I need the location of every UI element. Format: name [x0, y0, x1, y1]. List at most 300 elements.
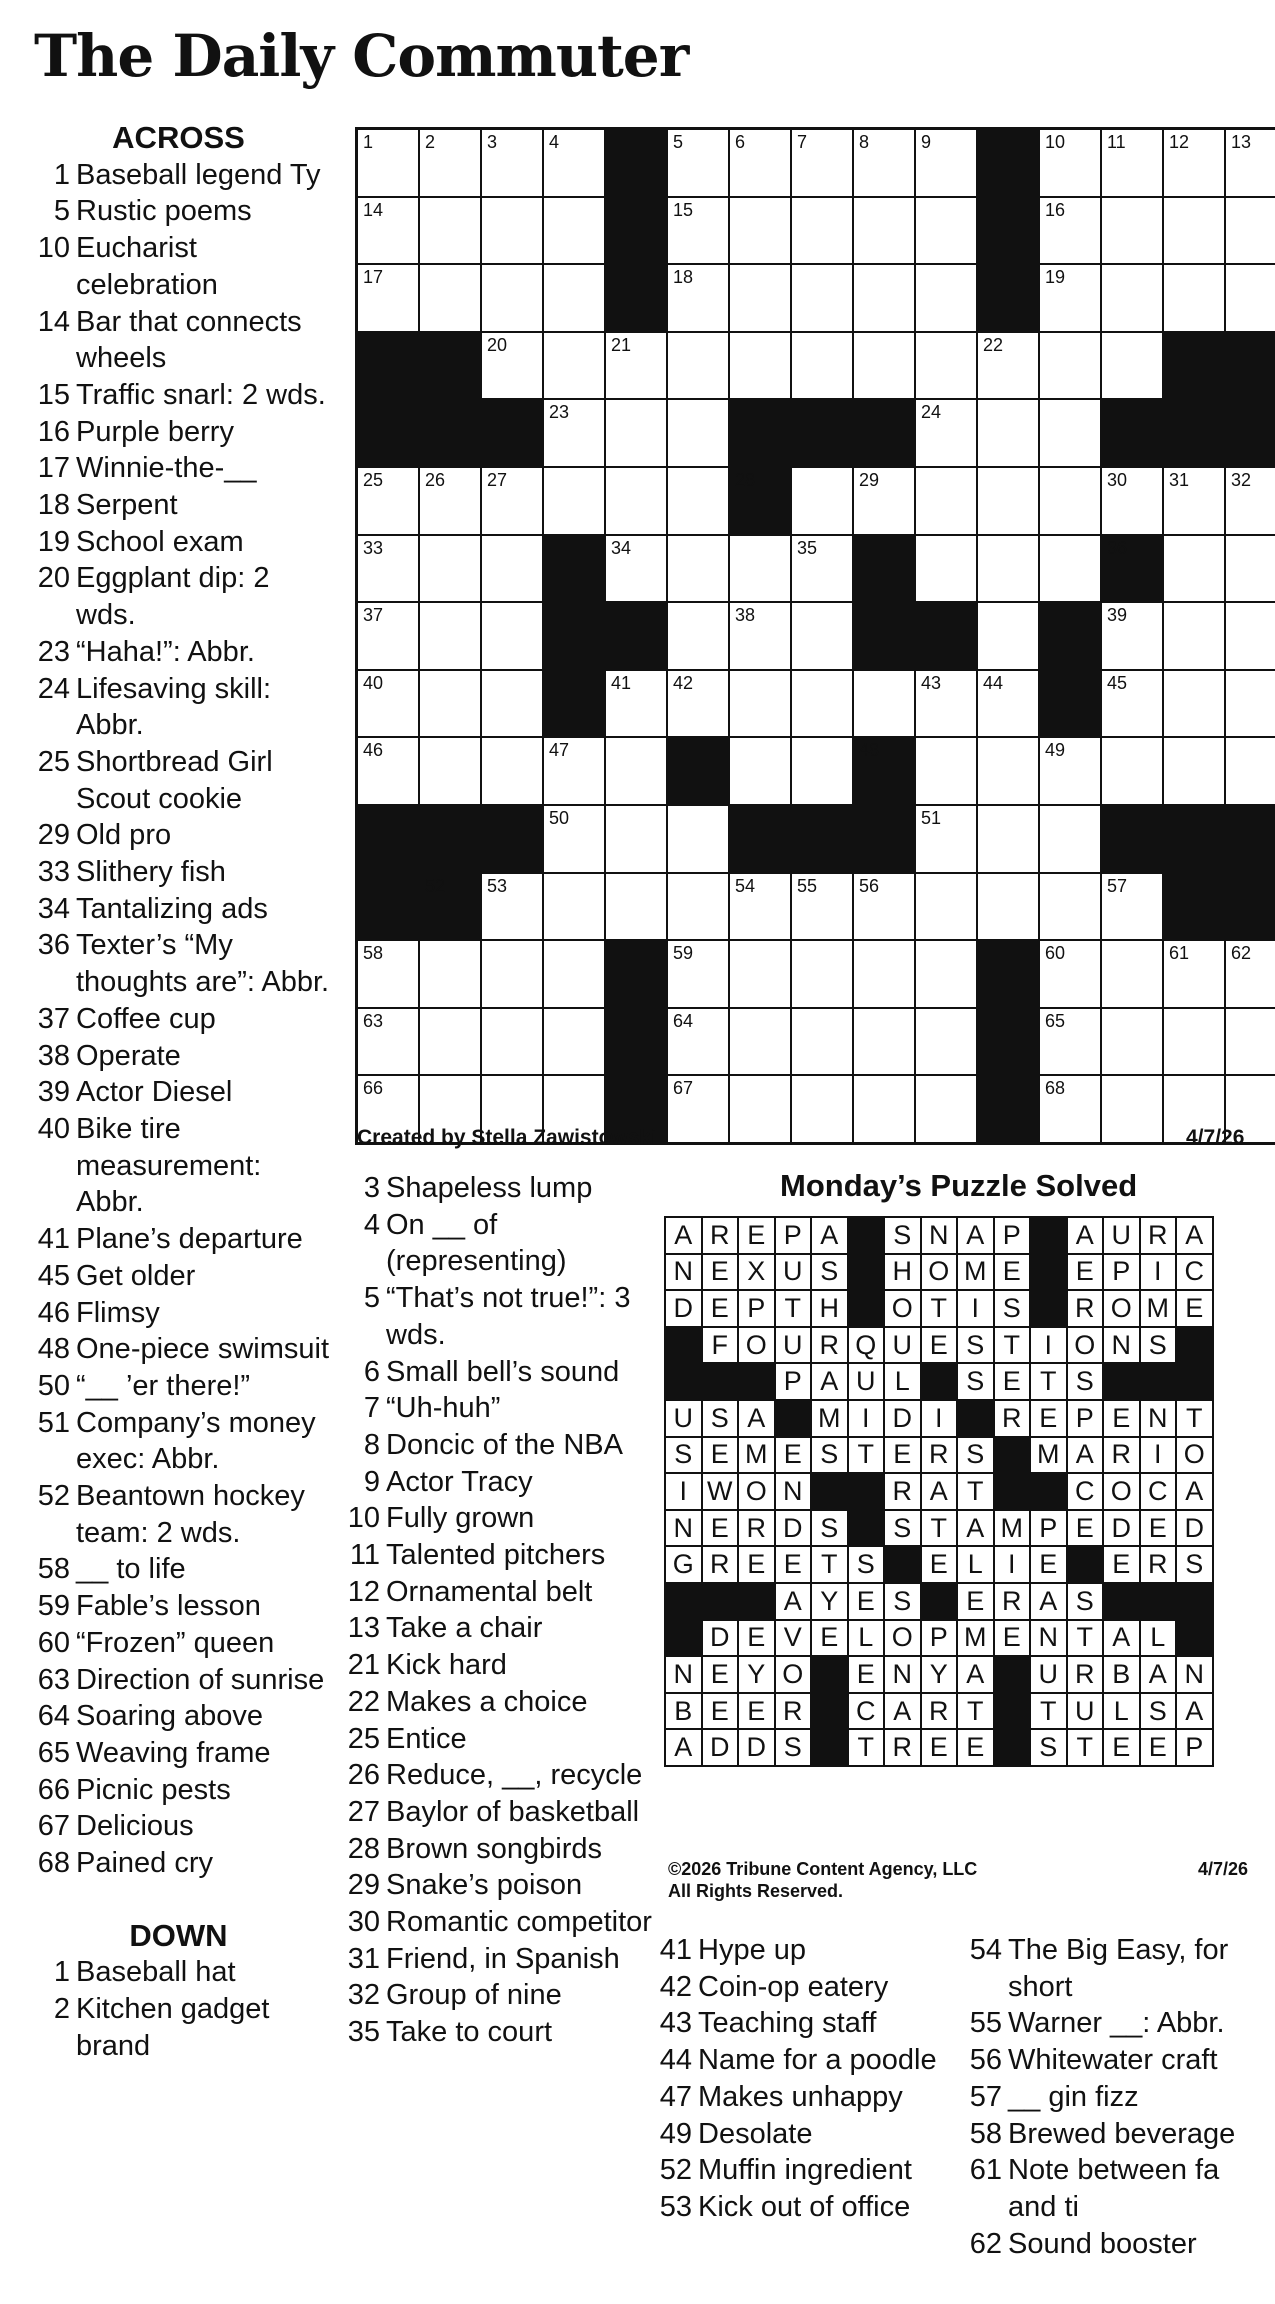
clue-number: 19 [37, 525, 70, 558]
solution-cell: S [1068, 1364, 1103, 1399]
grid-cell[interactable] [1164, 468, 1224, 534]
solution-cell: B [1104, 1657, 1139, 1692]
grid-block [420, 333, 480, 399]
clue-number: 58 [37, 1553, 70, 1586]
solution-cell: T [958, 1694, 993, 1729]
grid-cell[interactable] [792, 1076, 852, 1142]
grid-cell[interactable] [668, 941, 728, 1007]
grid-cell[interactable] [1164, 671, 1224, 737]
grid-cell[interactable] [668, 333, 728, 399]
clue-number: 1 [53, 1956, 70, 1989]
grid-cell[interactable] [854, 1009, 914, 1075]
grid-cell[interactable] [1164, 603, 1224, 669]
grid-cell[interactable] [916, 536, 976, 602]
grid-cell[interactable] [916, 806, 976, 872]
grid-cell[interactable] [420, 130, 480, 196]
clue-text: Flimsy [76, 1296, 160, 1329]
clue-item [26, 304, 331, 377]
grid-cell[interactable] [668, 603, 728, 669]
solution-block [812, 1694, 847, 1729]
grid-cell[interactable] [420, 1009, 480, 1075]
grid-cell[interactable] [1102, 130, 1162, 196]
solution-cell: P [776, 1364, 811, 1399]
clue-item [648, 2005, 948, 2042]
grid-cell[interactable] [606, 671, 666, 737]
solution-cell: E [1104, 1730, 1139, 1765]
grid-cell[interactable] [1040, 874, 1100, 940]
clue-number: 50 [37, 1369, 70, 1402]
clue-text: One-piece swimsuit [76, 1333, 330, 1366]
solution-block [1104, 1364, 1139, 1399]
solution-block [1177, 1584, 1212, 1619]
clue-text: Name for a poodle [698, 2044, 937, 2077]
grid-cell[interactable] [978, 603, 1038, 669]
grid-block [358, 400, 418, 466]
clue-text: “Haha!”: Abbr. [76, 635, 255, 668]
clue-text: Eucharist celebration [76, 232, 218, 301]
grid-cell[interactable] [916, 265, 976, 331]
grid-cell[interactable] [1102, 1076, 1162, 1142]
grid-cell[interactable] [730, 1009, 790, 1075]
solution-cell: T [922, 1511, 957, 1546]
grid-cell[interactable] [606, 874, 666, 940]
grid-cell[interactable] [916, 671, 976, 737]
solution-block [666, 1328, 701, 1363]
grid-cell[interactable] [420, 198, 480, 264]
grid-cell[interactable] [544, 333, 604, 399]
grid-cell[interactable] [916, 333, 976, 399]
grid-cell[interactable] [1102, 738, 1162, 804]
solution-block [995, 1438, 1030, 1473]
solution-cell: E [849, 1657, 884, 1692]
cell-number: 2 [425, 132, 436, 152]
clue-item [26, 1954, 331, 1991]
clue-text: Baseball legend Ty [76, 158, 321, 191]
grid-block [1102, 536, 1162, 602]
grid-cell[interactable] [482, 130, 542, 196]
grid-cell[interactable] [358, 603, 418, 669]
grid-cell[interactable] [544, 874, 604, 940]
solution-cell: A [666, 1218, 701, 1253]
grid-cell[interactable] [482, 265, 542, 331]
grid-cell[interactable] [420, 941, 480, 1007]
grid-cell[interactable] [730, 333, 790, 399]
grid-cell[interactable] [1040, 536, 1100, 602]
solution-cell: E [1177, 1291, 1212, 1326]
grid-cell[interactable] [854, 1076, 914, 1142]
grid-cell[interactable] [1102, 468, 1162, 534]
grid-cell[interactable] [482, 874, 542, 940]
solution-cell: E [885, 1438, 920, 1473]
grid-cell[interactable] [1102, 874, 1162, 940]
clue-text: Slithery fish [76, 856, 226, 889]
crossword-grid[interactable] [355, 127, 1275, 1145]
grid-cell[interactable] [544, 400, 604, 466]
solution-cell: E [703, 1657, 738, 1692]
grid-cell[interactable] [606, 536, 666, 602]
clue-text: Texter’s “My thoughts are”: Abbr. [76, 929, 330, 999]
grid-cell[interactable] [792, 738, 852, 804]
grid-cell[interactable] [1226, 198, 1275, 264]
grid-cell[interactable] [606, 806, 666, 872]
solution-cell: D [666, 1291, 701, 1326]
grid-cell[interactable] [854, 130, 914, 196]
clue-item [336, 1794, 656, 1831]
clue-text: Muffin ingredient [698, 2154, 912, 2187]
grid-cell[interactable] [358, 468, 418, 534]
solution-cell: E [1104, 1547, 1139, 1582]
clue-number: 46 [37, 1296, 70, 1329]
grid-cell[interactable] [1040, 468, 1100, 534]
solution-cell: E [1141, 1511, 1176, 1546]
grid-cell[interactable] [482, 1009, 542, 1075]
grid-cell[interactable] [730, 198, 790, 264]
grid-cell[interactable] [358, 1009, 418, 1075]
grid-cell[interactable] [668, 536, 728, 602]
grid-cell[interactable] [668, 1076, 728, 1142]
grid-cell[interactable] [1040, 400, 1100, 466]
grid-cell[interactable] [1226, 468, 1275, 534]
cell-number: 48 [859, 740, 880, 761]
clue-number: 29 [37, 819, 70, 852]
grid-cell[interactable] [792, 941, 852, 1007]
cell-number: 61 [1169, 943, 1190, 964]
solution-block [995, 1474, 1030, 1509]
solution-cell: Y [739, 1657, 774, 1692]
solution-cell: Y [812, 1584, 847, 1619]
grid-cell[interactable] [978, 671, 1038, 737]
cell-number: 10 [1045, 132, 1066, 152]
grid-cell[interactable] [544, 198, 604, 264]
grid-cell[interactable] [978, 333, 1038, 399]
grid-cell[interactable] [668, 130, 728, 196]
grid-block [854, 603, 914, 669]
clue-text: Company’s money exec: Abbr. [76, 1406, 316, 1476]
grid-cell[interactable] [544, 265, 604, 331]
solution-cell: R [739, 1511, 774, 1546]
solution-cell: A [1104, 1621, 1139, 1656]
grid-cell[interactable] [978, 400, 1038, 466]
grid-cell[interactable] [668, 874, 728, 940]
clue-text: Friend, in Spanish [386, 1942, 620, 1975]
grid-cell[interactable] [482, 536, 542, 602]
grid-cell[interactable] [358, 265, 418, 331]
solution-cell: E [922, 1547, 957, 1582]
clue-number: 52 [37, 1480, 70, 1513]
grid-cell[interactable] [978, 738, 1038, 804]
grid-cell[interactable] [420, 671, 480, 737]
grid-cell[interactable] [730, 130, 790, 196]
grid-cell[interactable] [1226, 536, 1275, 602]
clue-text: Baylor of basketball [386, 1795, 640, 1828]
grid-cell[interactable] [1164, 130, 1224, 196]
grid-cell[interactable] [730, 536, 790, 602]
grid-cell[interactable] [544, 738, 604, 804]
grid-cell[interactable] [668, 468, 728, 534]
grid-cell[interactable] [1226, 603, 1275, 669]
solution-cell: R [995, 1401, 1030, 1436]
grid-cell[interactable] [544, 130, 604, 196]
cell-number: 49 [1045, 740, 1066, 761]
clue-number: 15 [37, 378, 70, 411]
clue-number: 43 [659, 2007, 692, 2040]
solution-cell: A [958, 1511, 993, 1546]
grid-cell[interactable] [668, 1009, 728, 1075]
clue-text: Ornamental belt [386, 1575, 593, 1608]
cell-number: 33 [363, 537, 384, 558]
across-header: ACROSS [112, 120, 245, 155]
clue-text: Small bell’s sound [386, 1355, 620, 1388]
grid-cell[interactable] [854, 874, 914, 940]
grid-cell[interactable] [792, 130, 852, 196]
grid-cell[interactable] [1102, 333, 1162, 399]
grid-cell[interactable] [1040, 1076, 1100, 1142]
clue-item [336, 1354, 656, 1391]
solution-cell: O [1104, 1291, 1139, 1326]
grid-cell[interactable] [792, 536, 852, 602]
grid-cell[interactable] [978, 806, 1038, 872]
grid-cell[interactable] [1164, 265, 1224, 331]
grid-cell[interactable] [1226, 941, 1275, 1007]
solution-block [812, 1657, 847, 1692]
grid-cell[interactable] [792, 1009, 852, 1075]
grid-cell[interactable] [916, 738, 976, 804]
grid-cell[interactable] [1164, 198, 1224, 264]
grid-cell[interactable] [1164, 536, 1224, 602]
grid-cell[interactable] [1164, 941, 1224, 1007]
grid-cell[interactable] [420, 468, 480, 534]
grid-cell[interactable] [482, 603, 542, 669]
grid-cell[interactable] [1040, 198, 1100, 264]
grid-cell[interactable] [358, 536, 418, 602]
solution-cell: P [776, 1218, 811, 1253]
solution-cell: E [1141, 1730, 1176, 1765]
grid-block [730, 806, 790, 872]
grid-cell[interactable] [420, 738, 480, 804]
grid-cell[interactable] [730, 603, 790, 669]
grid-cell[interactable] [1102, 1009, 1162, 1075]
grid-cell[interactable] [1040, 738, 1100, 804]
clue-text: Bar that connects wheels [76, 305, 302, 375]
clue-text: Sound booster [1008, 2227, 1197, 2260]
grid-cell[interactable] [482, 941, 542, 1007]
solution-cell: P [995, 1218, 1030, 1253]
solution-cell: D [703, 1730, 738, 1765]
grid-cell[interactable] [916, 874, 976, 940]
grid-cell[interactable] [1040, 1009, 1100, 1075]
grid-cell[interactable] [854, 941, 914, 1007]
grid-cell[interactable] [730, 941, 790, 1007]
grid-cell[interactable] [420, 603, 480, 669]
solution-cell: I [666, 1474, 701, 1509]
grid-cell[interactable] [792, 603, 852, 669]
grid-cell[interactable] [606, 468, 666, 534]
grid-cell[interactable] [606, 400, 666, 466]
grid-cell[interactable] [1226, 265, 1275, 331]
grid-cell[interactable] [606, 738, 666, 804]
grid-block [544, 603, 604, 669]
grid-cell[interactable] [482, 738, 542, 804]
grid-cell[interactable] [1040, 333, 1100, 399]
clue-text: Warner __: Abbr. [1008, 2007, 1225, 2040]
grid-cell[interactable] [544, 941, 604, 1007]
solution-cell: S [1031, 1730, 1066, 1765]
grid-cell[interactable] [854, 468, 914, 534]
grid-cell[interactable] [916, 941, 976, 1007]
grid-cell[interactable] [916, 1076, 976, 1142]
grid-cell[interactable] [854, 198, 914, 264]
grid-cell[interactable] [854, 671, 914, 737]
grid-cell[interactable] [730, 738, 790, 804]
grid-cell[interactable] [916, 198, 976, 264]
grid-cell[interactable] [854, 333, 914, 399]
grid-cell[interactable] [916, 468, 976, 534]
grid-cell[interactable] [668, 400, 728, 466]
grid-cell[interactable] [358, 941, 418, 1007]
clue-text: Winnie-the-__ [76, 452, 257, 485]
solution-cell: L [885, 1364, 920, 1399]
clue-number: 24 [37, 672, 70, 705]
clue-number: 68 [37, 1847, 70, 1880]
solution-cell: A [1031, 1584, 1066, 1619]
clue-text: The Big Easy, for short [1008, 1934, 1229, 2003]
grid-cell[interactable] [482, 198, 542, 264]
grid-cell[interactable] [792, 671, 852, 737]
grid-cell[interactable] [792, 265, 852, 331]
grid-cell[interactable] [978, 468, 1038, 534]
grid-cell[interactable] [1040, 130, 1100, 196]
grid-cell[interactable] [482, 333, 542, 399]
grid-cell[interactable] [606, 333, 666, 399]
clue-number: 52 [659, 2154, 692, 2187]
solution-cell: D [703, 1621, 738, 1656]
solution-cell: I [1141, 1255, 1176, 1290]
grid-cell[interactable] [1040, 265, 1100, 331]
solution-cell: A [1068, 1218, 1103, 1253]
grid-cell[interactable] [1102, 198, 1162, 264]
solution-cell: L [1104, 1694, 1139, 1729]
grid-cell[interactable] [544, 1009, 604, 1075]
solution-cell: T [1177, 1401, 1212, 1436]
clue-text: Get older [76, 1259, 196, 1292]
grid-cell[interactable] [792, 198, 852, 264]
solution-cell: E [776, 1438, 811, 1473]
clue-item [336, 1610, 656, 1647]
grid-cell[interactable] [358, 130, 418, 196]
grid-cell[interactable] [420, 536, 480, 602]
grid-cell[interactable] [1164, 738, 1224, 804]
grid-cell[interactable] [854, 265, 914, 331]
grid-cell[interactable] [668, 265, 728, 331]
clue-number: 63 [37, 1663, 70, 1696]
grid-cell[interactable] [792, 468, 852, 534]
grid-cell[interactable] [730, 1076, 790, 1142]
solution-cell: S [849, 1547, 884, 1582]
clue-item [26, 487, 331, 524]
grid-cell[interactable] [1040, 941, 1100, 1007]
clue-item [336, 1867, 656, 1904]
clue-text: “That’s not true!”: 3 wds. [386, 1282, 631, 1351]
grid-cell[interactable] [668, 198, 728, 264]
grid-cell[interactable] [1226, 130, 1275, 196]
grid-cell[interactable] [482, 671, 542, 737]
solution-cell: L [849, 1621, 884, 1656]
grid-cell[interactable] [792, 333, 852, 399]
grid-cell[interactable] [1226, 738, 1275, 804]
grid-cell[interactable] [916, 1009, 976, 1075]
clue-text: Picnic pests [76, 1773, 231, 1806]
solution-block [995, 1694, 1030, 1729]
clue-text: Take to court [386, 2016, 553, 2049]
grid-cell[interactable] [668, 806, 728, 872]
clue-text: Kick hard [386, 1649, 507, 1682]
solution-cell: P [1177, 1730, 1212, 1765]
grid-cell[interactable] [1040, 806, 1100, 872]
clue-text: Brown songbirds [386, 1832, 602, 1865]
grid-cell[interactable] [1102, 265, 1162, 331]
cell-number: 66 [363, 1078, 384, 1099]
grid-cell[interactable] [358, 738, 418, 804]
solution-cell: N [666, 1657, 701, 1692]
solution-cell: M [1141, 1291, 1176, 1326]
solution-cell: V [776, 1621, 811, 1656]
grid-cell[interactable] [1102, 941, 1162, 1007]
solution-block [1031, 1291, 1066, 1326]
solution-cell: R [1141, 1547, 1176, 1582]
grid-cell[interactable] [668, 671, 728, 737]
solution-cell: A [1141, 1657, 1176, 1692]
grid-cell[interactable] [482, 468, 542, 534]
grid-cell[interactable] [1226, 671, 1275, 737]
cell-number: 14 [363, 199, 384, 220]
cell-number: 45 [1107, 672, 1128, 693]
grid-cell[interactable] [730, 265, 790, 331]
grid-cell[interactable] [544, 806, 604, 872]
grid-cell[interactable] [978, 536, 1038, 602]
solution-block [849, 1218, 884, 1253]
grid-cell[interactable] [730, 671, 790, 737]
clue-number: 61 [969, 2154, 1002, 2187]
clue-item [26, 1698, 331, 1735]
grid-cell[interactable] [1164, 1009, 1224, 1075]
clue-item [26, 1551, 331, 1588]
grid-block [420, 874, 480, 940]
grid-cell[interactable] [420, 265, 480, 331]
grid-cell[interactable] [1226, 1009, 1275, 1075]
grid-cell[interactable] [792, 874, 852, 940]
grid-cell[interactable] [358, 198, 418, 264]
grid-cell[interactable] [1102, 671, 1162, 737]
down-clues-col4 [958, 1932, 1270, 2262]
grid-block [792, 400, 852, 466]
clue-number: 64 [37, 1700, 70, 1733]
grid-cell[interactable] [730, 874, 790, 940]
clue-item [26, 854, 331, 891]
grid-cell[interactable] [916, 130, 976, 196]
grid-cell[interactable] [978, 874, 1038, 940]
grid-cell[interactable] [1102, 603, 1162, 669]
solution-cell: R [1104, 1438, 1139, 1473]
grid-cell[interactable] [916, 400, 976, 466]
solution-cell: D [1177, 1511, 1212, 1546]
clue-text: Purple berry [76, 415, 234, 448]
grid-block [978, 1076, 1038, 1142]
grid-cell[interactable] [544, 468, 604, 534]
clue-item [958, 2005, 1270, 2042]
solution-cell: N [666, 1255, 701, 1290]
clue-number: 29 [347, 1869, 380, 1902]
grid-cell[interactable] [358, 671, 418, 737]
